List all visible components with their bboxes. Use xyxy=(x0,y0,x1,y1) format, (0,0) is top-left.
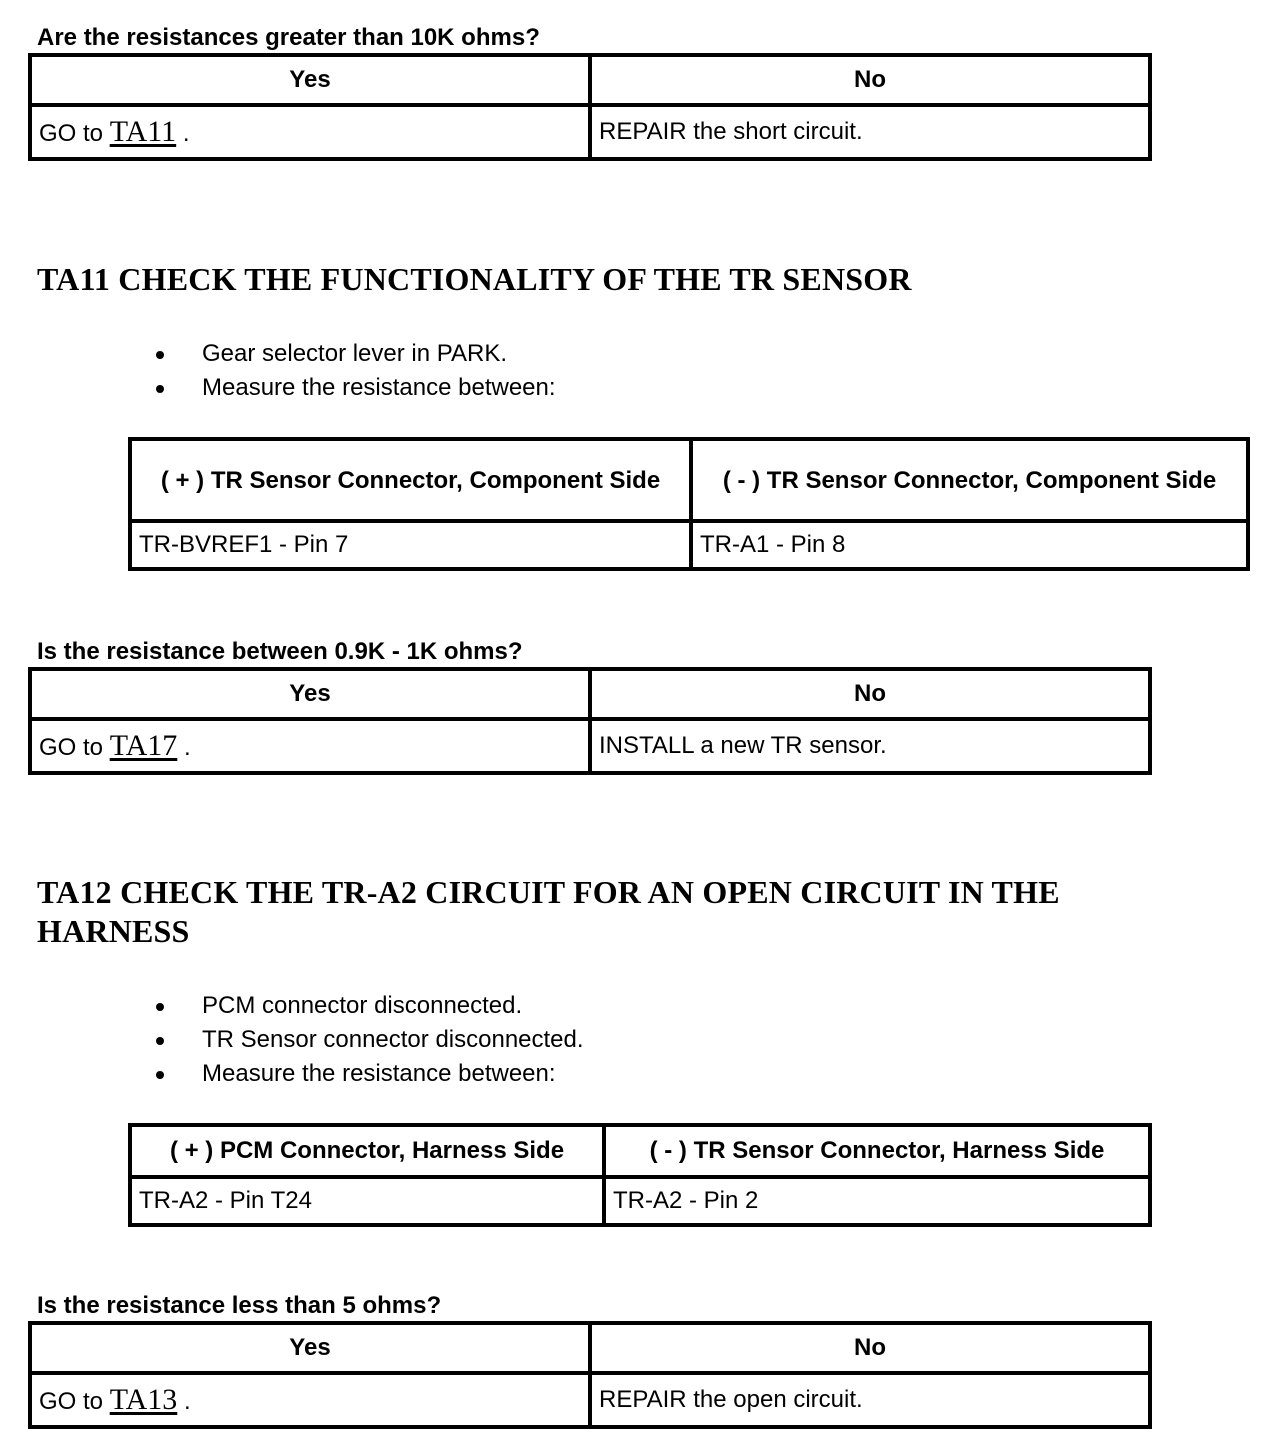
question-ta11: Is the resistance between 0.9K - 1K ohms? xyxy=(37,638,523,665)
yes-cell: GO to TA13 . xyxy=(30,1373,590,1427)
link-ta17[interactable]: TA17 xyxy=(109,729,178,762)
minus-pin-cell: TR-A1 - Pin 8 xyxy=(691,521,1248,569)
link-ta11[interactable]: TA11 xyxy=(109,115,177,148)
plus-connector-header: ( + ) PCM Connector, Harness Side xyxy=(130,1125,604,1177)
result-table-ta11 xyxy=(28,667,1152,775)
no-header: No xyxy=(590,1323,1150,1373)
question-ta12: Is the resistance less than 5 ohms? xyxy=(37,1292,442,1319)
measure-table-ta12 xyxy=(128,1123,1152,1227)
bullet-icon xyxy=(156,1003,164,1011)
yes-cell: GO to TA11 . xyxy=(30,105,590,159)
minus-connector-header: ( - ) TR Sensor Connector, Harness Side xyxy=(604,1125,1150,1177)
list-item: Gear selector lever in PARK. xyxy=(156,337,556,371)
no-cell: REPAIR the open circuit. xyxy=(590,1373,1150,1427)
minus-connector-header: ( - ) TR Sensor Connector, Component Side xyxy=(691,439,1248,521)
bullet-icon xyxy=(156,351,164,359)
plus-connector-header: ( + ) TR Sensor Connector, Component Side xyxy=(130,439,691,521)
list-item: PCM connector disconnected. xyxy=(156,989,584,1023)
yes-header: Yes xyxy=(30,1323,590,1373)
heading-ta11: TA11 CHECK THE FUNCTIONALITY OF THE TR SENSOR xyxy=(37,261,912,297)
heading-ta12: TA12 CHECK THE TR-A2 CIRCUIT FOR AN OPEN CIRCUIT IN THE HARNESS xyxy=(37,874,1060,949)
question-prev: Are the resistances greater than 10K ohms? xyxy=(37,24,540,51)
measure-table-ta11 xyxy=(128,437,1250,571)
list-item: Measure the resistance between: xyxy=(156,1057,584,1091)
ta11-bullet-list xyxy=(156,337,556,405)
result-table-prev xyxy=(28,53,1152,161)
ta12-bullet-list xyxy=(156,989,584,1091)
no-cell: INSTALL a new TR sensor. xyxy=(590,719,1150,773)
yes-header: Yes xyxy=(30,55,590,105)
list-item: Measure the resistance between: xyxy=(156,371,556,405)
plus-pin-cell: TR-A2 - Pin T24 xyxy=(130,1177,604,1225)
minus-pin-cell: TR-A2 - Pin 2 xyxy=(604,1177,1150,1225)
no-header: No xyxy=(590,669,1150,719)
link-ta13[interactable]: TA13 xyxy=(109,1383,178,1416)
bullet-icon xyxy=(156,1071,164,1079)
no-cell: REPAIR the short circuit. xyxy=(590,105,1150,159)
yes-cell: GO to TA17 . xyxy=(30,719,590,773)
no-header: No xyxy=(590,55,1150,105)
yes-header: Yes xyxy=(30,669,590,719)
list-item: TR Sensor connector disconnected. xyxy=(156,1023,584,1057)
bullet-icon xyxy=(156,385,164,393)
bullet-icon xyxy=(156,1037,164,1045)
plus-pin-cell: TR-BVREF1 - Pin 7 xyxy=(130,521,691,569)
result-table-ta12 xyxy=(28,1321,1152,1429)
